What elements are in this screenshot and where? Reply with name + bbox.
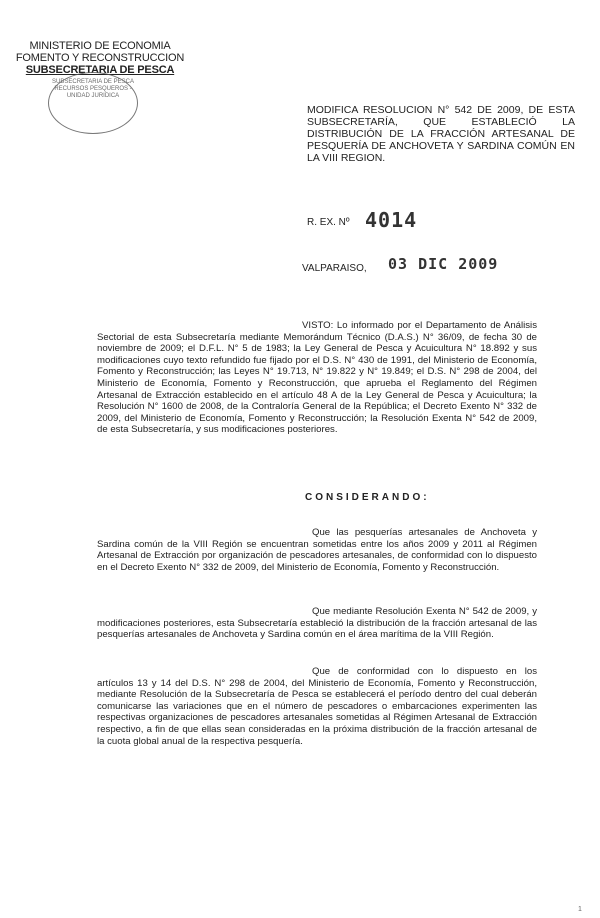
considerando-paragraph-3: Que de conformidad con lo dispuesto en los artículos 13 y 14 del D.S. N° 298 de 2004, del Ministerio de Economía, Fomento y Reconstrucción, mediante Resolución de la Subsecretaría de Pesca se establecerá el período dentro del cual deberán comunicarse las variaciones que en el número de pescadores o embarcaciones experimenten las respectivas organizaciones de pescadores artesanales sometidas al Régimen Artesanal de Extracción respectivo, a fin de que ellas sean consideradas en la próxima distribución de la fracción artesanal de la cuota global anual de la respectiva pesquería. (97, 666, 537, 747)
date-stamp: 03 DIC 2009 (388, 255, 499, 273)
seal-text: SUBSECRETARIA DE PESCA RECURSOS PESQUEROS - UNIDAD JURIDICA (52, 79, 134, 99)
ministry-header (10, 40, 190, 76)
visto-paragraph: VISTO: Lo informado por el Departamento de Análisis Sectorial de esta Subsecretaría mediante Memorándum Técnico (D.A.S.) N° 36/09, de fecha 30 de noviembre de 2009; el D.F.L. N° 5 de 1983; la Ley General de Pesca y Acuicultura N° 18.892 y sus modificaciones cuyo texto refundido fue fijado por el D.S. N° 430 de 1991, del Ministerio de Economía, Fomento y Reconstrucción; las Leyes N° 19.713, N° 19.822 y N° 19.849; el D.S. N° 298 de 2004, del Ministerio de Economía, Fomento y Reconstrucción, que aprueba el Reglamento del Régimen Artesanal de Extracción establecido en el artículo 48 A de la Ley General de Pesca y Acuicultura; la Resolución N° 1600 de 2008, de la Contraloría General de la República; el Decreto Exento N° 332 de 2009, del Ministerio de Economía, Fomento y Reconstrucción; la Resolución Exenta N° 542 de 2009, de esta Subsecretaría, y sus modificaciones posteriores. (97, 320, 537, 436)
page-number: 1 (578, 906, 582, 913)
considerando-heading: CONSIDERANDO: (305, 492, 430, 503)
ministry-line-2: FOMENTO Y RECONSTRUCCION (15, 52, 185, 64)
considerando-paragraph-2: Que mediante Resolución Exenta N° 542 de 2009, y modificaciones posteriores, esta Subsecretaría estableció la distribución de la fracción artesanal de las pesquerías artesanales de Anchoveta y Sardina común en el área marítima de la VIII Región. (97, 606, 537, 641)
subsecretaria-line: SUBSECRETARIA DE PESCA (25, 64, 175, 76)
place-city: VALPARAISO, (302, 263, 367, 274)
ministry-line-1: MINISTERIO DE ECONOMIA (29, 40, 171, 52)
resolution-label: R. EX. Nº (307, 217, 350, 228)
resolution-number: 4014 (365, 208, 418, 232)
considerando-paragraph-1: Que las pesquerías artesanales de Anchoveta y Sardina común de la VIII Región se encuentran sometidas entre los años 2009 y 2011 al Régimen Artesanal de Extracción por organización de pescadores artesanales, de conformidad con lo dispuesto en el Decreto Exento N° 332 de 2009, del Ministerio de Economía, Fomento y Reconstrucción. (97, 527, 537, 573)
official-seal-stamp (48, 72, 138, 134)
resolution-subject: MODIFICA RESOLUCION N° 542 DE 2009, DE ESTA SUBSECRETARÍA, QUE ESTABLECIÓ LA DISTRIBUCIÓN DE LA FRACCIÓN ARTESANAL DE PESQUERÍA DE ANCHOVETA Y SARDINA COMÚN EN LA VIII REGION. (307, 104, 575, 164)
